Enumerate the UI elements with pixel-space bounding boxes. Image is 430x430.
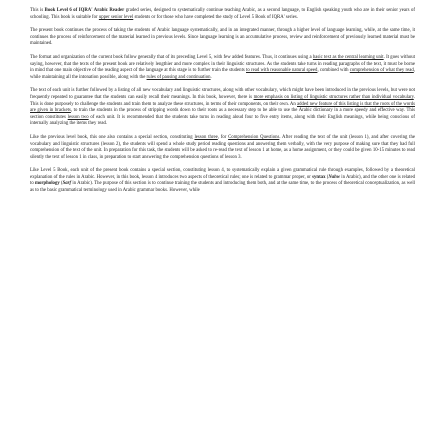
text-run: Comprehension Questions: [228, 134, 280, 140]
text-run: . It goes without saying, however, that the texts of the present book are relatively lengthier and more complex in their linguistic structures. As the students take turns in reading paragraphs of the text, it must be borne in mind that one main objective of the reading aspect of the language at this stage is to further train the students: [30, 54, 416, 74]
text-run: The format and organization of the current book follow generally that of its preceding Level 5, with few added features. Thus, it continues using a: [30, 54, 313, 60]
text-run: Sarf: [62, 181, 72, 187]
text-run: This is: [30, 8, 45, 13]
body-paragraph: [30, 28, 415, 48]
text-run: in Arabic). The purpose of this section is to continue training the students and introducing them both, and at the same time, to the process of theoretical conceptualization, as well as to the basic grammatical terminology used in Arabic grammar books. However, while: [30, 181, 415, 194]
text-run: The present book continues the process of taking the students of Arabic language systematically, and in an integrated manner, through a higher level of language learning, while, at the same time, it continues the process of reinforcement of the material learned in previous levels. Since language learning is an accumulative process, review and reinforcement of previously learned material must be maintained.: [30, 28, 415, 47]
body-paragraph: [30, 168, 415, 194]
text-run: in Arabic), and the other one is related to: [30, 174, 415, 187]
text-run: added new feature of this listing is that the roots of the words are given in brackets: [30, 101, 415, 114]
body-paragraph: [30, 88, 415, 128]
text-run: more emphasis on listing of linguistic structures rather than individual vocabulary: [253, 94, 414, 100]
text-run: students or for those who have completed the study of Level 5 Book of IQRA' series.: [133, 14, 298, 20]
text-run: . This is done purposely to challenge the students and train them to analyze these structures, in terms of their components, on their own. An: [30, 94, 415, 107]
text-run: basic text as the central learning unit: [312, 54, 384, 60]
text-run: upper senior level: [98, 14, 134, 20]
text-run: , combined with: [317, 68, 350, 74]
text-run: Nahw: [328, 174, 341, 180]
text-run: syntax: [312, 174, 326, 180]
text-run: Like the previous level book, this one also contains a special section, constituting: [30, 134, 195, 140]
text-run: comprehension of what they read: [349, 68, 414, 74]
text-run: , to train the students in the process of stripping words down to their roots as a necessary step to be able to use the Arabic dictionary in a more speedy and effective way. This section constitutes: [30, 108, 415, 120]
text-run: .: [210, 74, 212, 80]
text-run: , for: [217, 134, 229, 140]
body-paragraph: [30, 8, 415, 21]
body-paragraph: [30, 55, 415, 81]
text-run: lesson three: [194, 134, 218, 140]
text-run: (: [325, 174, 329, 180]
text-run: Like Level 5 Book, each unit of the present book contains a special section, constituting lesson 4, to systematically explain a given grammatical rule through examples, followed by a theoretical explanation of the rules in Arabic. However, in this book, lesson 4 introduces two aspects of theoretical rules; one is related to grammar proper, or: [30, 168, 415, 180]
text-run: morphology: [35, 181, 60, 187]
text-run: The text of each unit is further followed by a listing of all new vocabulary and linguistic structures, along with other vocabulary, which might have been introduced in the previous levels, but were not frequently repeated to guarantee that the students can easily recall their meanings. In this book, however, there is: [30, 88, 415, 100]
text-run: of each unit. It is recommended that the students take turns in reading aloud four to five entry items, along with their English meanings, while being conscious of internally analyzing the items they read.: [30, 114, 416, 127]
text-run: Book Level 6 of IQRA' Arabic Reader: [44, 8, 125, 13]
text-run: lesson two: [67, 114, 89, 120]
text-run: rules of pausing and continuation: [146, 74, 211, 80]
body-paragraph: [30, 135, 415, 161]
text-run: to read with reasonable natural speed: [246, 68, 318, 74]
text-run: . After reading the text of the unit (lesson 1), and after covering the vocabulary and linguistic structures (lesson 2), the students will spend a whole study period reading questions and answering them verbally, with the very purpose of making sure that they had full comprehension of the text of the unit. In preparation for this task, the students will be asked to re-read the text of lesson 1 at home, as a home assignment, or they could be given 10-15 minutes to read silently the text of lesson 1 in class, in preparation to start answering the comprehension questions of lesson 3.: [30, 134, 416, 160]
text-run: (: [59, 181, 63, 187]
text-run: graded series, designed to systematically continue teaching Arabic, as a second language, to English speaking youth who are in their senior years of schooling. This book is suitable for: [30, 8, 415, 20]
text-run: , while maintaining all the intonation possible, along with the: [30, 68, 416, 80]
